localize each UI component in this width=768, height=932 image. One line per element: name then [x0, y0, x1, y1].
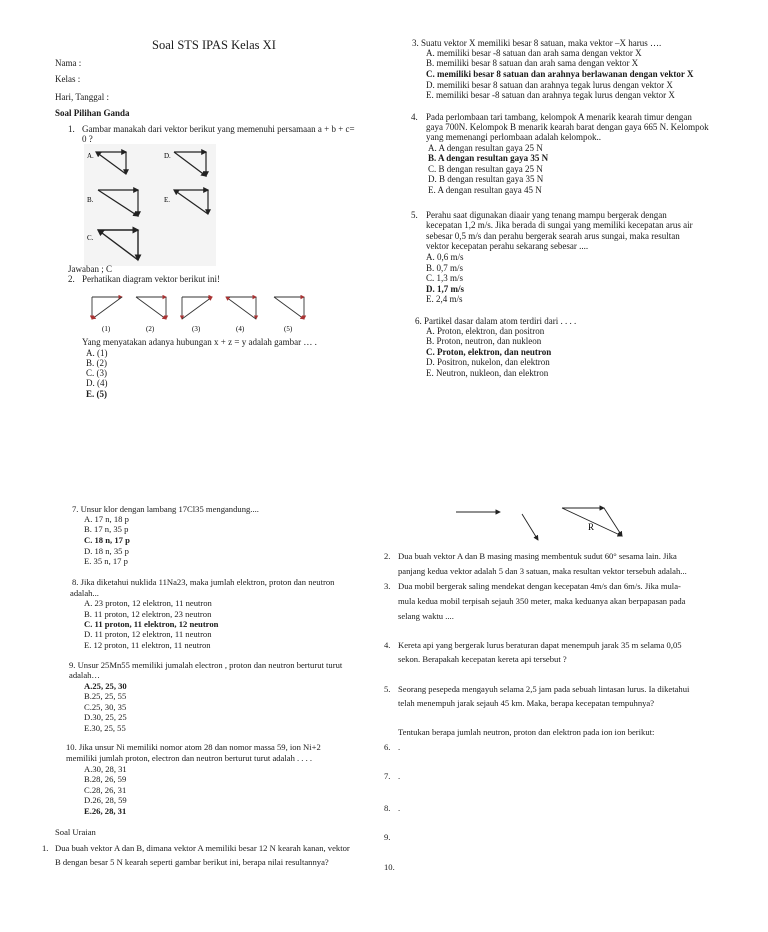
q6-text: 6. Partikel dasar dalam atom terdiri dari . . . . — [415, 316, 577, 326]
uraian-2-line1: Dua buah vektor A dan B masing masing membentuk sudut 60° sesama lain. Jika — [398, 551, 677, 561]
q6-option-e: E. Neutron, nukleon, dan elektron — [426, 368, 549, 378]
q4-line1: Pada perlombaan tari tambang, kelompok A menarik kearah timur dengan — [426, 112, 692, 122]
q1-fig-label-b: B. — [87, 196, 94, 204]
q10-text-line1: 10. Jika unsur Ni memiliki nomor atom 28 dan nomor massa 59, ion Ni+2 — [66, 742, 321, 752]
uraian-6-number: 6. — [384, 742, 391, 752]
q7-option-a: A. 17 n, 18 p — [84, 514, 129, 524]
uraian-ion-instruction: Tentukan berapa jumlah neutron, proton dan elektron pada ion ion berikut: — [398, 727, 655, 737]
uraian-6-text: . — [398, 742, 401, 752]
resultant-label: R — [588, 522, 595, 532]
kelas-field-label: Kelas : — [55, 74, 81, 84]
q5-number: 5. — [411, 210, 418, 220]
q3-option-e: E. memiliki besar -8 satuan dan arahnya tegak lurus dengan vektor X — [426, 90, 675, 100]
q8-option-b: B. 11 proton, 12 elektron, 23 neutron — [84, 609, 212, 619]
q7-option-e: E. 35 n, 17 p — [84, 556, 128, 566]
q5-line4: vektor kecepatan perahu sekarang sebesar .... — [426, 241, 589, 251]
uraian-8-number: 8. — [384, 803, 391, 813]
q5-option-e: E. 2,4 m/s — [426, 294, 463, 304]
q4-option-a: A. A dengan resultan gaya 25 N — [428, 143, 543, 153]
uraian-3-line3: selang waktu .... — [398, 611, 454, 621]
uraian-4-number: 4. — [384, 640, 391, 650]
q8-option-a: A. 23 proton, 12 elektron, 11 neutron — [84, 598, 212, 608]
q2-option-b: B. (2) — [86, 358, 107, 368]
uraian-3-line2: mula kedua mobil terpisah sejauh 350 meter, maka keduanya akan berpapasan pada — [398, 596, 686, 606]
q10-option-b: B.28, 26, 59 — [84, 774, 127, 784]
uraian-9-number: 9. — [384, 832, 391, 842]
q1-text-line2: 0 ? — [82, 134, 93, 144]
q3-option-a: A. memiliki besar -8 satuan dan arah sama dengan vektor X — [426, 48, 642, 58]
q3-option-d: D. memiliki besar 8 satuan dan arahnya tegak lurus dengan vektor X — [426, 80, 673, 90]
q7-option-b: B. 17 n, 35 p — [84, 524, 129, 534]
q4-line2: gaya 700N. Kelompok B menarik kearah barat dengan gaya 665 N. Kelompok — [426, 122, 709, 132]
q2-option-c: C. (3) — [86, 368, 107, 378]
q2-diagram-1 — [92, 297, 122, 319]
nama-field-label: Nama : — [55, 58, 82, 68]
uraian-3-line1: Dua mobil bergerak saling mendekat dengan kecepatan 4m/s dan 6m/s. Jika mula- — [398, 581, 681, 591]
section-uraian: Soal Uraian — [55, 827, 96, 837]
q10-option-a: A.30, 28, 31 — [84, 764, 127, 774]
q4-option-b: B. A dengan resultan gaya 35 N — [428, 153, 549, 163]
vector-b-arrow — [522, 514, 538, 540]
q1-fig-label-d: D. — [164, 152, 171, 160]
uraian-5-line2: telah menempuh jarak sejauh 45 km. Maka, berapa kecepatan tempuhnya? — [398, 698, 655, 708]
q2-fig-label-1: (1) — [102, 325, 111, 333]
q1-text-line1: Gambar manakah dari vektor berikut yang memenuhi persamaan a + b + c= — [82, 124, 355, 134]
uraian-2-line2: panjang kedua vektor adalah 5 dan 3 satuan, maka resultan vektor tersebuh adalah... — [398, 566, 687, 576]
q2-fig-label-2: (2) — [146, 325, 155, 333]
q4-line3: yang memenangi perlombaan adalah kelompok.. — [426, 132, 601, 142]
page-title: Soal STS IPAS Kelas XI — [152, 38, 276, 52]
q5-line1: Perahu saat digunakan diaair yang tenang mampu bergerak dengan — [426, 210, 667, 220]
q5-option-d: D. 1,7 m/s — [426, 284, 464, 294]
q2-prompt: Yang menyatakan adanya hubungan x + z = y adalah gambar … . — [82, 337, 317, 347]
q6-option-b: B. Proton, neutron, dan nukleon — [426, 336, 542, 346]
uraian-5-line1: Seorang pesepeda mengayuh selama 2,5 jam pada sebuah lintasan lurus. Ia diketahui — [398, 684, 690, 694]
q1-fig-label-a: A. — [87, 152, 94, 160]
q10-option-c: C.28, 26, 31 — [84, 785, 127, 795]
uraian-1-line2: B dengan besar 5 N kearah seperti gambar berikut ini, berapa nilai resultannya? — [55, 857, 329, 867]
q9-option-a: A.25, 25, 30 — [84, 681, 127, 691]
q4-option-c: C. B dengan resultan gaya 25 N — [428, 164, 543, 174]
q6-option-d: D. Positron, nukelon, dan elektron — [426, 357, 550, 367]
q2-diagram-4 — [226, 297, 256, 319]
q1-fig-label-e: E. — [164, 196, 171, 204]
q5-line2: kecepatan 1,2 m/s. Jika berada di sungai yang memiliki kecepatan arus air — [426, 220, 693, 230]
q8-option-e: E. 12 proton, 11 elektron, 11 neutron — [84, 640, 211, 650]
q8-option-c: C. 11 proton, 11 elektron, 12 neutron — [84, 619, 219, 629]
q5-option-c: C. 1,3 m/s — [426, 273, 464, 283]
q9-text-line1: 9. Unsur 25Mn55 memiliki jumalah electron , proton dan neutron berturut turut — [69, 660, 343, 670]
q3-option-c: C. memiliki besar 8 satuan dan arahnya berlawanan dengan vektor X — [426, 69, 694, 79]
q2-option-d: D. (4) — [86, 378, 108, 388]
q2-diagram-5 — [274, 297, 304, 319]
uraian-1-number: 1. — [42, 843, 49, 853]
uraian-3-number: 3. — [384, 581, 391, 591]
q4-option-e: E. A dengan resultan gaya 45 N — [428, 185, 542, 195]
q10-option-d: D.26, 28, 59 — [84, 795, 127, 805]
q4-number: 4. — [411, 112, 418, 122]
q7-option-c: C. 18 n, 17 p — [84, 535, 130, 545]
q5-option-a: A. 0,6 m/s — [426, 252, 464, 262]
q10-option-e: E.26, 28, 31 — [84, 806, 127, 816]
q9-option-c: C.25, 30, 35 — [84, 702, 127, 712]
q1-answer: Jawaban ; C — [68, 264, 112, 274]
q8-text-line1: 8. Jika diketahui nuklida 11Na23, maka jumlah elektron, proton dan neutron — [72, 577, 335, 587]
uraian-5-number: 5. — [384, 684, 391, 694]
q10-text-line2: memiliki jumlah proton, electron dan neutron berturut turut adalah . . . . — [66, 753, 313, 763]
uraian-10-number: 10. — [384, 862, 395, 872]
q2-fig-label-5: (5) — [284, 325, 293, 333]
q2-fig-label-4: (4) — [236, 325, 245, 333]
uraian-1-vector-figure — [452, 502, 632, 546]
q2-diagram-3 — [182, 297, 212, 319]
q2-option-e: E. (5) — [86, 389, 107, 399]
q1-vector-figure — [84, 144, 216, 266]
q2-vector-figure — [84, 287, 316, 335]
q6-option-c: C. Proton, elektron, dan neutron — [426, 347, 552, 357]
q2-option-a: A. (1) — [86, 348, 108, 358]
uraian-8-text: . — [398, 803, 401, 813]
q7-text: 7. Unsur klor dengan lambang 17Cl35 mengandung.... — [72, 504, 259, 514]
q3-option-b: B. memiliki besar 8 satuan dan arah sama dengan vektor X — [426, 58, 639, 68]
q1-number: 1. — [68, 124, 75, 134]
q5-option-b: B. 0,7 m/s — [426, 263, 464, 273]
uraian-7-number: 7. — [384, 771, 391, 781]
q9-option-d: D.30, 25, 25 — [84, 712, 127, 722]
uraian-4-line2: sekon. Berapakah kecepatan kereta api tersebut ? — [398, 654, 567, 664]
section-pilihan-ganda: Soal Pilihan Ganda — [55, 108, 130, 118]
uraian-1-line1: Dua buah vektor A dan B, dimana vektor A memiliki besar 12 N kearah kanan, vektor — [55, 843, 350, 853]
uraian-7-text: . — [398, 771, 401, 781]
q8-text-line2: adalah... — [70, 588, 99, 598]
q3-text: 3. Suatu vektor X memiliki besar 8 satuan, maka vektor –X harus …. — [412, 38, 662, 48]
q2-diagram-2 — [136, 297, 166, 319]
q1-fig-label-c: C. — [87, 234, 94, 242]
q2-fig-label-3: (3) — [192, 325, 201, 333]
uraian-4-line1: Kereta api yang bergerak lurus beraturan dapat menempuh jarak 35 m selama 0,05 — [398, 640, 682, 650]
q5-line3: sebesar 0,5 m/s dan perahu bergerak searah arus sungai, maka resultan — [426, 231, 680, 241]
q4-option-d: D. B dengan resultan gaya 35 N — [428, 174, 544, 184]
q9-text-line2: adalah… — [69, 670, 101, 680]
q6-option-a: A. Proton, elektron, dan positron — [426, 326, 545, 336]
q9-option-b: B.25, 25, 55 — [84, 691, 127, 701]
q9-option-e: E.30, 25, 55 — [84, 723, 126, 733]
hari-tanggal-field-label: Hari, Tanggal : — [55, 92, 109, 102]
q2-number: 2. — [68, 274, 75, 284]
q2-text: Perhatikan diagram vektor berikut ini! — [82, 274, 220, 284]
uraian-2-number: 2. — [384, 551, 391, 561]
q8-option-d: D. 11 proton, 12 elektron, 11 neutron — [84, 629, 212, 639]
q7-option-d: D. 18 n, 35 p — [84, 546, 129, 556]
